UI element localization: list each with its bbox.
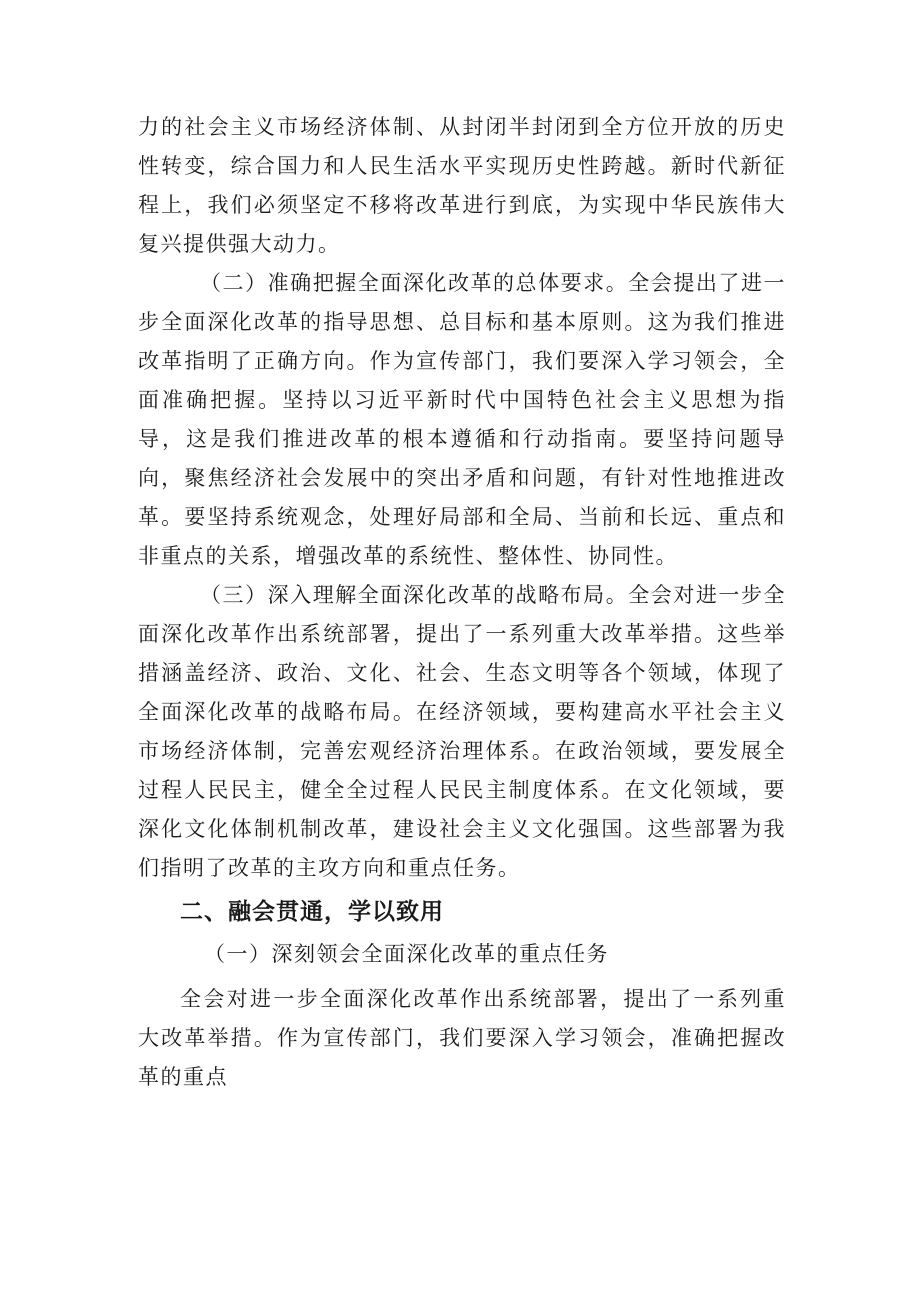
paragraph-key-tasks: 全会对进一步全面深化改革作出系统部署，提出了一系列重大改革举措。作为宣传部门，我们要深入学习领会，准确把握改革的重点 <box>138 987 786 1089</box>
section-heading: 二、融会贯通，学以致用 <box>180 899 444 925</box>
sub-heading: （一）深刻领会全面深化改革的重点任务 <box>204 942 609 966</box>
paragraph-continued: 力的社会主义市场经济体制、从封闭半封闭到全方位开放的历史性转变，综合国力和人民生活水平实现历史性跨越。新时代新征程上，我们必须坚定不移将改革进行到底，为实现中华民族伟大复兴提供强大动力。 <box>138 115 786 256</box>
paragraph-overall-requirements: （二）准确把握全面深化改革的总体要求。全会提出了进一步全面深化改革的指导思想、总目标和基本原则。这为我们推进改革指明了正确方向。作为宣传部门，我们要深入学习领会，全面准确把握。坚持以习近平新时代中国特色社会主义思想为指导，这是我们推进改革的根本遵循和行动指南。要坚持问题导向，聚焦经济社会发展中的突出矛盾和问题，有针对性地推进改革。要坚持系统观念，处理好局部和全局、当前和长远、重点和非重点的关系，增强改革的系统性、整体性、协同性。 <box>138 271 786 568</box>
paragraph-strategic-layout: （三）深入理解全面深化改革的战略布局。全会对进一步全面深化改革作出系统部署，提出了一系列重大改革举措。这些举措涵盖经济、政治、文化、社会、生态文明等各个领域，体现了全面深化改革的战略布局。在经济领域，要构建高水平社会主义市场经济体制，完善宏观经济治理体系。在政治领域，要发展全过程人民民主，健全全过程人民民主制度体系。在文化领域，要深化文化体制机制改革，建设社会主义文化强国。这些部署为我们指明了改革的主攻方向和重点任务。 <box>138 583 786 880</box>
document-body <box>138 108 786 1097</box>
